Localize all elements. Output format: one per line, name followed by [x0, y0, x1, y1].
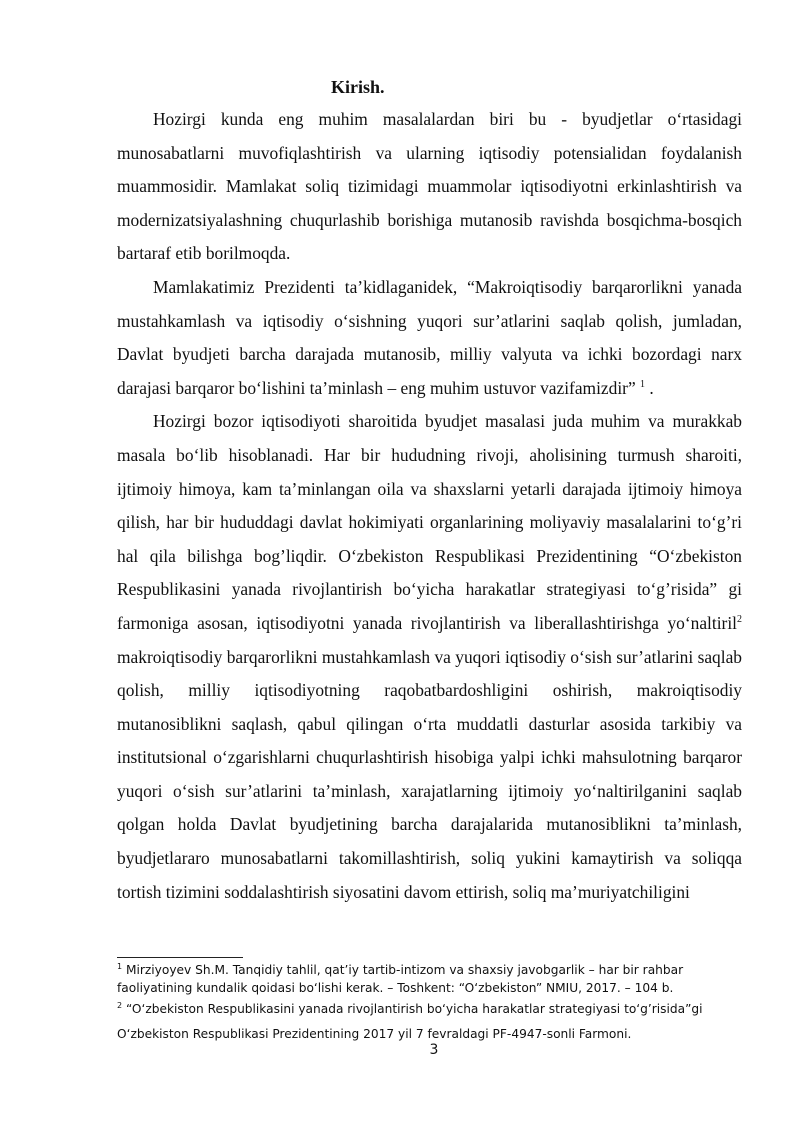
- footnote-ref-1[interactable]: 1: [640, 378, 646, 390]
- paragraph-3-text-b: makroiqtisodiy barqarorlikni mustahkamlash va yuqori iqtisodiy o‘sish sur’atlarini saqlab qolish, milliy iqtisodiyotning raqobatbardoshligini oshirish, makroiqtisodiy mutanosiblikni saqlash, qabul qilingan o‘rta muddatli dasturlar asosida tarkibiy va institutsional o‘zgarishlarni chuqurlashtirish hisobiga yalpi ichki mahsulotning barqaror yuqori o‘sish sur’atlarini ta’minlash, xarajatlarning ijtimoiy yo‘naltirilganini saqlab qolgan holda Davlat byudjetining barcha darajalarida mutanosiblikni ta’minlash, byudjetlararo munosabatlarni takomillashtirish, soliq yukini kamaytirish va soliqqa tortish tizimini soddalashtirish siyosatini davom ettirish, soliq ma’muriyatchiligini: [117, 646, 742, 902]
- footnote-2: [117, 997, 742, 1047]
- body-text: [117, 103, 742, 909]
- paragraph-3-text-a: Hozirgi bozor iqtisodiyoti sharoitida byudjet masalasi juda muhim va murakkab masala bo‘lib hisoblanadi. Har bir hududning rivoji, aholisining turmush sharoiti, ijtimoiy himoya, kam ta’minlangan oila va shaxslarni yetarli darajada ijtimoiy himoya qilish, har bir hududdagi davlat hokimiyati organlarining moliyaviy masalalarini to‘g’ri hal qila bilishga bog’liqdir. O‘zbekiston Respublikasi Prezidentining “O‘zbekiston Respublikasini yanada rivojlantirish bo‘yicha harakatlar strategiyasi to‘g’risida” gi farmoniga asosan, iqtisodiyotni yanada rivojlantirish va liberallashtirishga yo‘naltiril: [117, 411, 742, 633]
- paragraph-2-text: Mamlakatimiz Prezidenti ta’kidlaganidek, “Makroiqtisodiy barqarorlikni yanada mustahkamlash va iqtisodiy o‘sishning yuqori sur’atlarini saqlab qolish, jumladan, Davlat byudjeti barcha darajada mutanosib, milliy valyuta va ichki bozordagi narx darajasi barqaror bo‘lishini ta’minlash – eng muhim ustuvor vazifamizdir”: [117, 276, 742, 398]
- footnote-ref-2[interactable]: 2: [737, 613, 742, 625]
- paragraph-1-text: Hozirgi kunda eng muhim masalalardan biri bu - byudjetlar o‘rtasidagi munosabatlarni muvofiqlashtirish va ularning iqtisodiy potensialidan foydalanish muammosidir. Mamlakat soliq tizimidagi muammolar iqtisodiyotni erkinlashtirish va modernizatsiyalashning chuqurlashib borishiga mutanosib ravishda bosqichma-bosqich bartaraf etib borilmoqda.: [117, 109, 742, 264]
- footnotes: [117, 962, 742, 1047]
- paragraph-2: [117, 271, 742, 405]
- footnote-1: [117, 962, 742, 997]
- paragraph-1: [117, 103, 742, 271]
- footnote-1-mark: 1: [117, 962, 123, 971]
- page-number: 3: [429, 1042, 439, 1058]
- paragraph-2-end: .: [645, 377, 654, 398]
- footnote-2-text: “O‘zbekiston Respublikasini yanada rivojlantirish bo‘yicha harakatlar strategiyasi to‘g’risida”gi O‘zbekiston Respublikasi Prezidentining 2017 yil 7 fevraldagi PF-4947-sonli Farmoni.: [117, 1002, 703, 1041]
- footnote-separator: [117, 957, 243, 958]
- section-heading: Kirish.: [331, 77, 385, 97]
- paragraph-3: [117, 405, 742, 909]
- footnote-2-mark: 2: [117, 1001, 123, 1010]
- footnote-1-text: Mirziyoyev Sh.M. Tanqidiy tahlil, qat’iy tartib-intizom va shaxsiy javobgarlik – har bir rahbar faoliyatining kundalik qoidasi bo‘lishi kerak. – Toshkent: “O‘zbekiston” NMIU, 2017. – 104 b.: [117, 963, 684, 995]
